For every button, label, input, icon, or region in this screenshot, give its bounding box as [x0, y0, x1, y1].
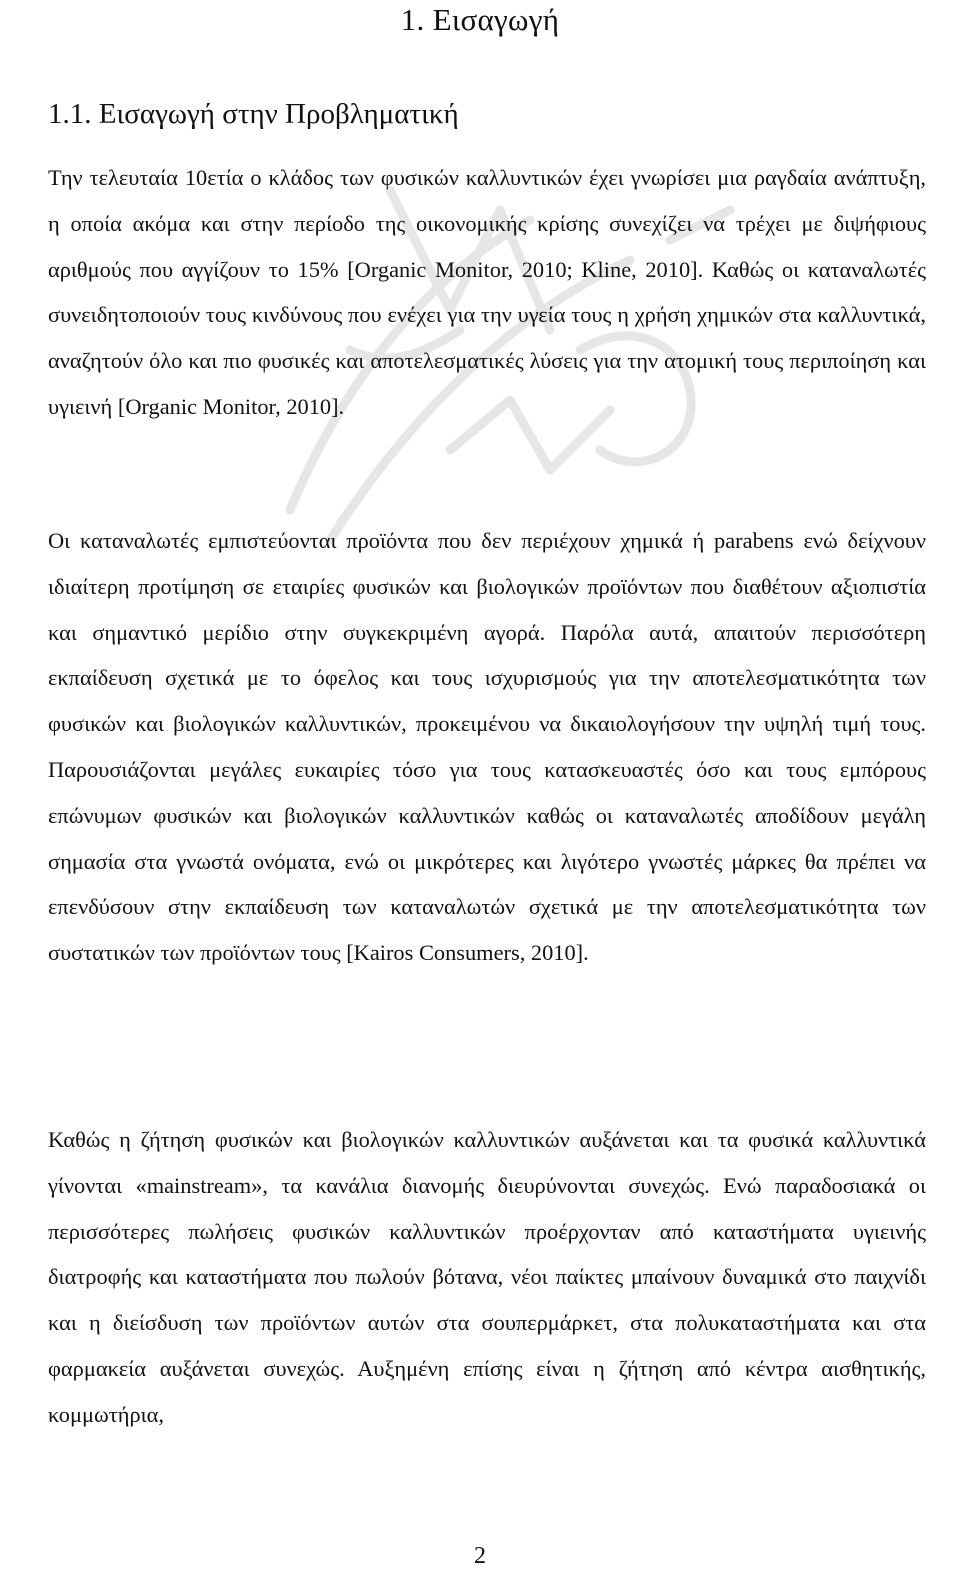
paragraph-3: Καθώς η ζήτηση φυσικών και βιολογικών καλλυντικών αυξάνεται και τα φυσικά καλλυντικά γίνονται «mainstream», τα κανάλια διανομής διευρύνονται συνεχώς. Ενώ παραδοσιακά οι περισσότερες πωλήσεις φυσικών καλλυντικών προέρχονταν από καταστήματα υγιεινής διατροφής και καταστήματα που πωλούν βότανα, νέοι παίκτες μπαίνουν δυναμικά στο παιχνίδι και η διείσδυση των προϊόντων αυτών στα σουπερμάρκετ, στα πολυκαταστήματα και στα φαρμακεία αυξάνεται συνεχώς. Αυξημένη επίσης είναι η ζήτηση από κέντρα αισθητικής, κομμωτήρια, — [48, 1127, 926, 1427]
section-title: 1.1. Εισαγωγή στην Προβληματική — [48, 98, 459, 130]
page-number: 2 — [474, 1543, 486, 1569]
paragraph-1: Την τελευταία 10ετία ο κλάδος των φυσικών καλλυντικών έχει γνωρίσει μια ραγδαία ανάπτυξη, η οποία ακόμα και στην περίοδο της οικονομικής κρίσης συνεχίζει να τρέχει με διψήφιους αριθμούς που αγγίζουν το 15% [Organic Monitor, 2010; Kline, 2010]. Καθώς οι καταναλωτές συνειδητοποιούν τους κινδύνους που ενέχει για την υγεία τους η χρήση χημικών στα καλλυντικά, αναζητούν όλο και πιο φυσικές και αποτελεσματικές λύσεις για την ατομική τους περιποίηση και υγιεινή [Organic Monitor, 2010]. — [48, 165, 926, 419]
chapter-title: 1. Εισαγωγή — [400, 2, 560, 37]
paragraph-2: Οι καταναλωτές εμπιστεύονται προϊόντα που δεν περιέχουν χημικά ή parabens ενώ δείχνουν ιδιαίτερη προτίμηση σε εταιρίες φυσικών και βιολογικών προϊόντων που διαθέτουν αξιοπιστία και σημαντικό μερίδιο στην συγκεκριμένη αγορά. Παρόλα αυτά, απαιτούν περισσότερη εκπαίδευση σχετικά με το όφελος και τους ισχυρισμούς για την αποτελεσματικότητα των φυσικών και βιολογικών καλλυντικών, προκειμένου να δικαιολογήσουν την υψηλή τιμή τους. Παρουσιάζονται μεγάλες ευκαιρίες τόσο για τους κατασκευαστές όσο και τους εμπόρους επώνυμων φυσικών και βιολογικών καλλυντικών καθώς οι καταναλωτές αποδίδουν μεγάλη σημασία στα γνωστά ονόματα, ενώ οι μικρότερες και λιγότερο γνωστές μάρκες θα πρέπει να επενδύσουν στην εκπαίδευση των καταναλωτών σχετικά με την αποτελεσματικότητα των συστατικών των προϊόντων τους [Kairos Consumers, 2010]. — [48, 528, 926, 966]
